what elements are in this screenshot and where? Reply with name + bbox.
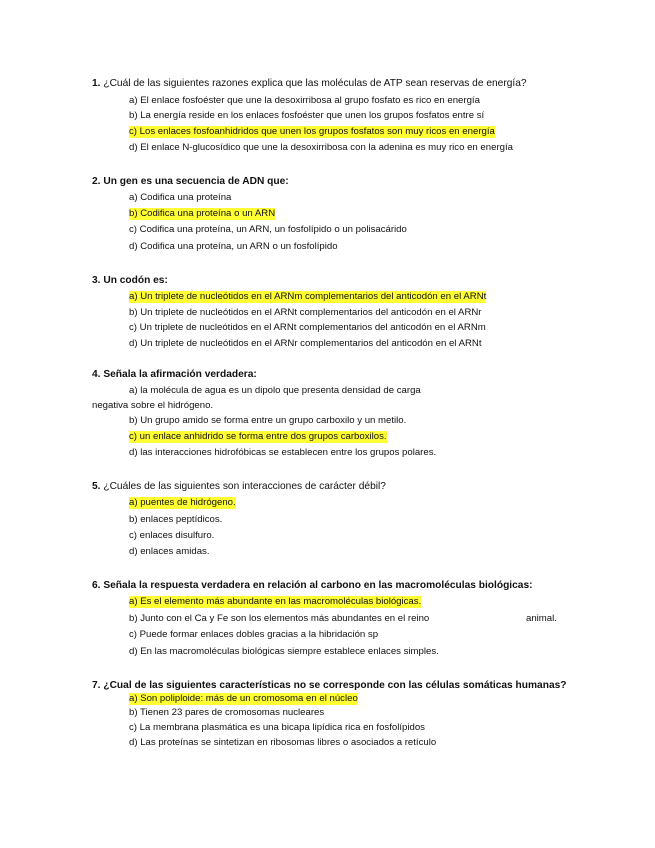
question-6-option-c: c) Puede formar enlaces dobles gracias a la hibridación sp: [129, 629, 379, 640]
question-5-number: 5.: [92, 481, 101, 492]
question-4-option-b: b) Un grupo amido se forma entre un grupo carboxilo y un metilo.: [129, 415, 407, 426]
question-5-text: ¿Cuáles de las siguientes son interacciones de carácter débil?: [103, 481, 386, 492]
question-5-option-b: b) enlaces peptídicos.: [129, 514, 223, 525]
question-1: [92, 77, 527, 90]
question-2-text: Un gen es una secuencia de ADN que:: [103, 176, 289, 187]
question-7-number: 7.: [92, 680, 101, 691]
question-5-option-a-highlighted: a) puentes de hidrógeno.: [129, 497, 236, 508]
question-3-option-a-highlighted: a) Un triplete de nucleótidos en el ARNm complementarios del anticodón en el ARNt: [129, 291, 487, 302]
question-3-option-d: d) Un triplete de nucleótidos en el ARNr complementarios del anticodón en el ARNt: [129, 338, 482, 349]
question-3: [92, 274, 168, 287]
question-6-option-a-highlighted: a) Es el elemento más abundante en las macromoléculas biológicas.: [129, 596, 422, 607]
question-1-option-a: a) El enlace fosfoéster que une la desoxirribosa al grupo fosfato es rico en energía: [129, 95, 480, 106]
question-2-option-d: d) Codifica una proteína, un ARN o un fosfolípido: [129, 241, 338, 252]
question-1-number: 1.: [92, 78, 101, 89]
question-4: [92, 368, 257, 381]
question-6-text: Señala la respuesta verdadera en relación al carbono en las macromoléculas biológicas:: [103, 580, 533, 591]
question-6: [92, 579, 533, 592]
question-3-number: 3.: [92, 275, 101, 286]
question-7-option-d: d) Las proteínas se sintetizan en ribosomas libres o asociados a retículo: [129, 737, 437, 748]
question-3-option-b: b) Un triplete de nucleótidos en el ARNt complementarios del anticodón en el ARNr: [129, 307, 482, 318]
question-6-option-d: d) En las macromoléculas biológicas siempre establece enlaces simples.: [129, 646, 439, 657]
question-7-option-b: b) Tienen 23 pares de cromosomas nucleares: [129, 707, 325, 718]
question-4-text: Señala la afirmación verdadera:: [103, 369, 257, 380]
question-2: [92, 175, 289, 188]
question-5: [92, 480, 386, 493]
question-1-text: ¿Cuál de las siguientes razones explica que las moléculas de ATP sean reservas de energía?: [103, 78, 527, 89]
question-4-option-a: a) la molécula de agua es un dipolo que presenta densidad de carga: [129, 385, 421, 396]
question-1-option-b: b) La energía reside en los enlaces fosfoéster que unen los grupos fosfatos entre sí: [129, 110, 485, 121]
question-7-text: ¿Cual de las siguientes características no se corresponde con las células somáticas humanas?: [103, 680, 567, 691]
question-3-option-c: c) Un triplete de nucleótidos en el ARNt complementarios del anticodón en el ARNm: [129, 322, 486, 333]
question-5-option-d: d) enlaces amidas.: [129, 546, 210, 557]
question-4-number: 4.: [92, 369, 101, 380]
question-7-option-a-highlighted: a) Son poliploide: más de un cromosoma en el núcleo: [129, 693, 358, 704]
question-2-option-c: c) Codifica una proteína, un ARN, un fosfolípido o un polisacárido: [129, 224, 407, 235]
question-2-option-b-highlighted: b) Codifica una proteína o un ARN: [129, 208, 276, 219]
question-1-option-c-highlighted: c) Los enlaces fosfoanhidridos que unen los grupos fosfatos son muy ricos en energía: [129, 126, 495, 137]
question-3-text: Un codón es:: [103, 275, 168, 286]
question-7-option-c: c) La membrana plasmática es una bicapa lipídica rica en fosfolípidos: [129, 722, 425, 733]
question-4-option-c-highlighted: c) un enlace anhidrido se forma entre dos grupos carboxilos.: [129, 431, 387, 442]
question-4-option-a-continuation: negativa sobre el hidrógeno.: [92, 400, 214, 411]
question-5-option-c: c) enlaces disulfuro.: [129, 530, 215, 541]
question-4-option-d: d) las interacciones hidrofóbicas se establecen entre los grupos polares.: [129, 447, 437, 458]
question-1-option-d: d) El enlace N-glucosídico que une la desoxirribosa con la adenina es muy rico en energía: [129, 142, 513, 153]
question-7: [92, 679, 567, 692]
question-2-number: 2.: [92, 176, 101, 187]
question-6-option-b: b) Junto con el Ca y Fe son los elementos más abundantes en el reino: [129, 613, 430, 624]
question-6-option-b-tail: animal.: [526, 613, 557, 624]
question-6-number: 6.: [92, 580, 101, 591]
question-2-option-a: a) Codifica una proteína: [129, 192, 232, 203]
